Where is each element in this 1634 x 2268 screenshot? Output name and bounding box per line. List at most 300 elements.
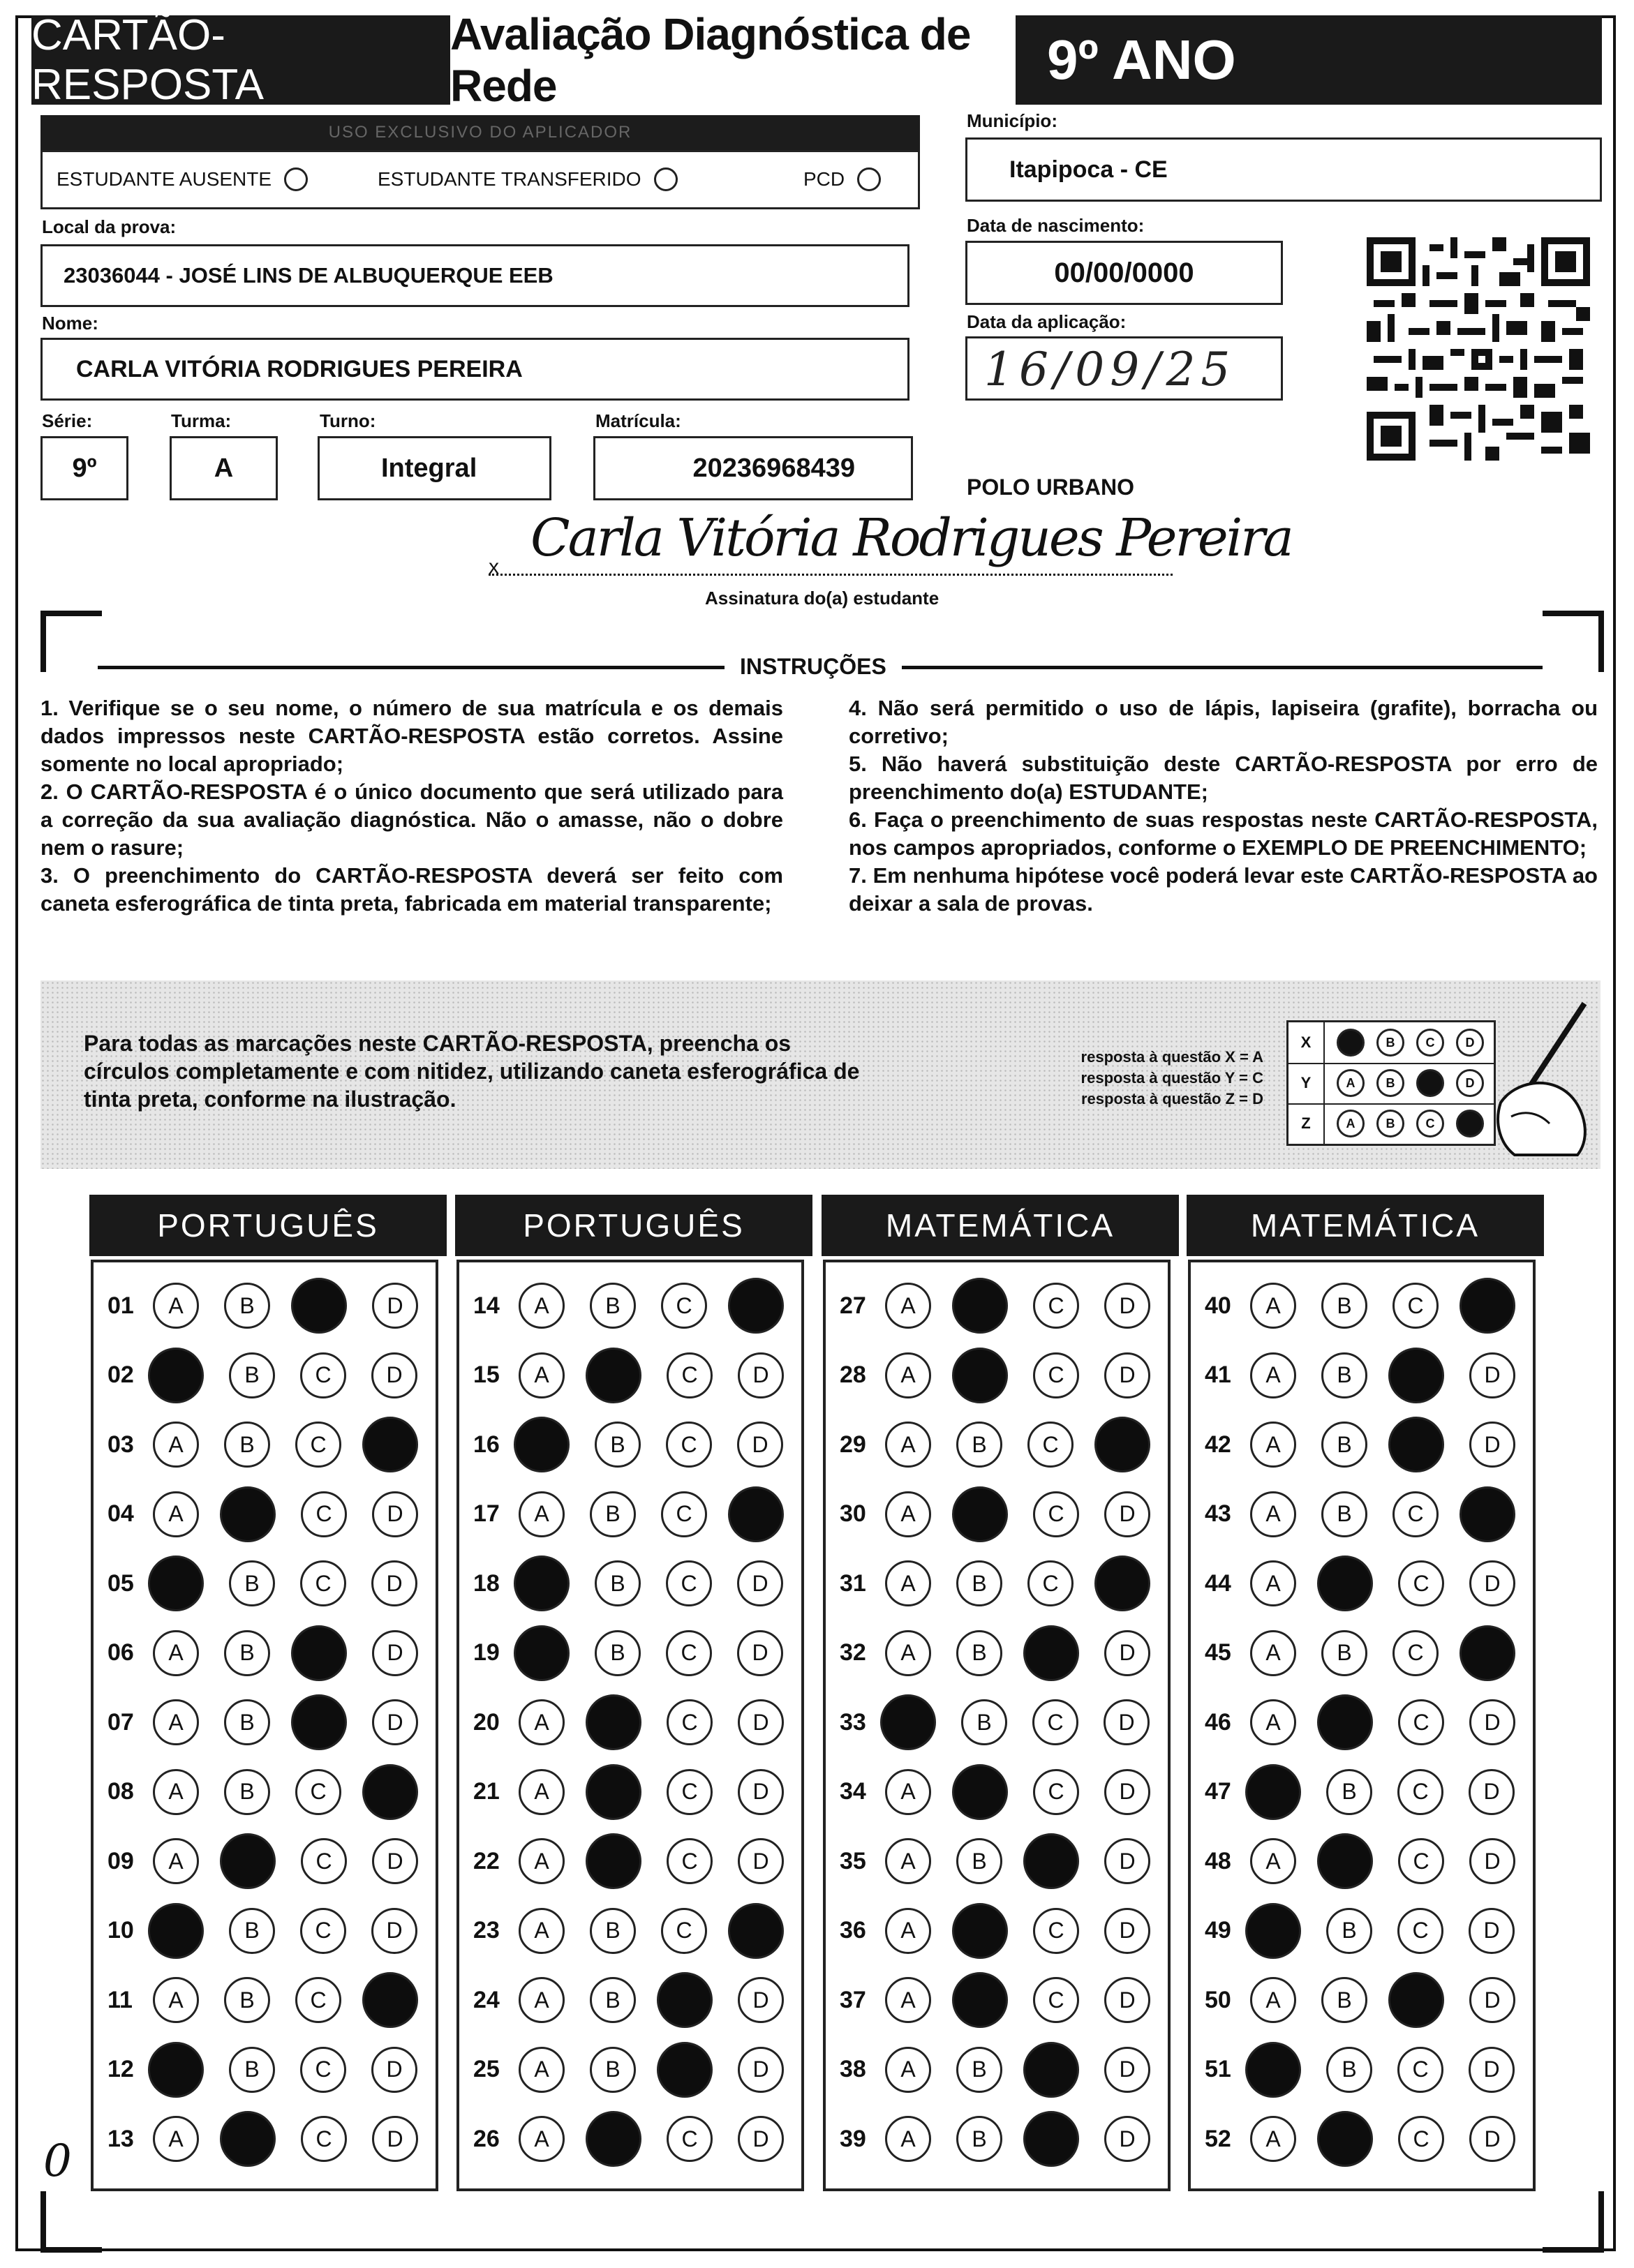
answer-bubble[interactable]: B <box>956 2116 1002 2162</box>
answer-bubble[interactable]: A <box>885 1838 931 1884</box>
answer-bubble-filled[interactable] <box>362 1972 418 2028</box>
answer-bubble[interactable]: A <box>153 2116 199 2162</box>
question-number: 51 <box>1205 2056 1231 2082</box>
option-absent[interactable] <box>57 167 308 191</box>
question-number: 17 <box>473 1500 500 1527</box>
answer-bubble[interactable]: A <box>885 1491 931 1537</box>
answer-row <box>840 1278 1150 1334</box>
answer-bubble[interactable]: D <box>1104 2047 1150 2093</box>
answer-row <box>107 1972 418 2028</box>
municipio-value: Itapipoca - CE <box>1009 156 1168 183</box>
answer-bubble[interactable]: C <box>295 1422 341 1468</box>
answer-bubble-filled[interactable] <box>1317 2111 1373 2167</box>
answer-bubble[interactable]: C <box>1392 1491 1439 1537</box>
answer-bubble[interactable]: D <box>737 1560 783 1606</box>
local-value: 23036044 - JOSÉ LINS DE ALBUQUERQUE EEB <box>64 263 554 288</box>
answer-bubble[interactable]: C <box>661 1283 707 1329</box>
answer-row <box>840 1348 1150 1403</box>
question-number: 05 <box>107 1569 134 1597</box>
qr-code <box>1367 237 1590 461</box>
answer-bubble[interactable]: A <box>1250 1838 1296 1884</box>
answer-bubble[interactable]: C <box>1033 1491 1079 1537</box>
answer-bubble[interactable]: C <box>295 1977 341 2023</box>
answer-bubble[interactable]: D <box>1469 2116 1515 2162</box>
answer-bubble[interactable]: B <box>956 1838 1002 1884</box>
answer-bubble[interactable]: D <box>738 1977 784 2023</box>
answer-bubble-filled[interactable] <box>1388 1348 1444 1403</box>
legend-z: resposta à questão Z = D <box>1080 1090 1263 1107</box>
answer-bubble[interactable]: C <box>667 1699 713 1745</box>
answer-bubble[interactable]: D <box>1469 1838 1515 1884</box>
question-number: 07 <box>107 1708 134 1736</box>
answer-bubble[interactable]: C <box>661 1908 707 1954</box>
answer-bubble[interactable]: C <box>1032 1699 1078 1745</box>
answer-bubble[interactable]: D <box>1469 1908 1515 1954</box>
answer-bubble[interactable]: D <box>372 1283 418 1329</box>
answer-bubble[interactable]: C <box>1392 1283 1439 1329</box>
answer-bubble[interactable]: C <box>1397 1908 1443 1954</box>
answer-bubble[interactable]: A <box>1250 1699 1296 1745</box>
answer-bubble[interactable]: A <box>153 1422 199 1468</box>
answer-bubble[interactable]: C <box>1398 2116 1444 2162</box>
answer-bubble[interactable]: B <box>1326 2047 1372 2093</box>
answer-bubble[interactable]: C <box>1027 1422 1074 1468</box>
answer-bubble[interactable]: B <box>1321 1630 1367 1676</box>
answer-bubble[interactable]: C <box>666 1422 712 1468</box>
answer-row <box>840 1903 1150 1959</box>
turno-field[interactable] <box>318 436 551 500</box>
answer-bubble[interactable]: C <box>300 1908 346 1954</box>
answer-bubble-filled[interactable] <box>657 2042 713 2098</box>
signature-line <box>489 574 1173 576</box>
answer-bubble-filled[interactable] <box>148 1555 204 1611</box>
question-number: 09 <box>107 1847 134 1874</box>
question-number: 48 <box>1205 1847 1231 1874</box>
answer-row <box>1205 1833 1515 1889</box>
answer-bubble[interactable]: D <box>372 1491 418 1537</box>
nascimento-field[interactable] <box>965 241 1283 305</box>
answer-bubble[interactable]: D <box>738 1769 784 1815</box>
answer-bubble-filled[interactable] <box>728 1903 784 1959</box>
answer-bubble-filled[interactable] <box>148 2042 204 2098</box>
answer-bubble[interactable]: C <box>1033 1769 1079 1815</box>
answer-row <box>1205 1278 1515 1334</box>
answer-bubble-filled[interactable] <box>952 1486 1008 1542</box>
answer-bubble[interactable]: C <box>661 1491 707 1537</box>
corner-mark-bottom-left <box>40 2191 102 2253</box>
answer-bubble-filled[interactable] <box>362 1764 418 1820</box>
nome-field[interactable] <box>40 338 909 401</box>
nascimento-label: Data de nascimento: <box>967 215 1145 236</box>
answer-bubble[interactable]: A <box>519 1352 565 1398</box>
question-number: 10 <box>107 1917 134 1944</box>
answer-bubble-filled[interactable] <box>291 1625 347 1681</box>
answer-bubble[interactable]: A <box>1250 2116 1296 2162</box>
example-row-label: Z <box>1288 1103 1325 1144</box>
answer-bubble[interactable]: D <box>1104 1491 1150 1537</box>
answer-bubble[interactable]: D <box>1104 1769 1150 1815</box>
answer-bubble[interactable]: B <box>595 1560 641 1606</box>
header-assessment: Avaliação Diagnóstica de Rede <box>450 15 1016 105</box>
aplicacao-label: Data da aplicação: <box>967 311 1127 332</box>
answer-bubble[interactable]: D <box>371 1560 417 1606</box>
answer-row <box>840 2111 1150 2167</box>
serie-field[interactable] <box>40 436 128 500</box>
answer-bubble[interactable]: C <box>301 1491 347 1537</box>
answer-row <box>840 1417 1150 1472</box>
answer-bubble[interactable]: A <box>885 2116 931 2162</box>
nome-label: Nome: <box>42 313 98 334</box>
answer-bubble-filled[interactable] <box>514 1417 570 1472</box>
example-row <box>1288 1022 1494 1064</box>
answer-row <box>107 1833 418 1889</box>
answer-bubble-filled[interactable] <box>514 1555 570 1611</box>
answer-bubble-filled[interactable] <box>220 2111 276 2167</box>
answer-bubble[interactable]: C <box>667 1769 713 1815</box>
answer-bubble-filled[interactable] <box>586 1764 641 1820</box>
serie-value: 9º <box>72 453 97 483</box>
answer-bubble[interactable]: A <box>153 1283 199 1329</box>
question-number: 47 <box>1205 1778 1231 1805</box>
answer-bubble[interactable]: A <box>1250 1283 1296 1329</box>
answer-bubble-filled[interactable] <box>1023 1625 1079 1681</box>
answer-bubble-filled[interactable] <box>728 1486 784 1542</box>
answer-bubble[interactable]: C <box>667 1352 713 1398</box>
answer-row <box>473 2111 784 2167</box>
answer-bubble[interactable]: A <box>1250 1352 1296 1398</box>
answer-row <box>107 1278 418 1334</box>
answer-bubble[interactable]: A <box>519 1283 565 1329</box>
answer-bubble[interactable]: C <box>300 1352 346 1398</box>
example-bubble: C <box>1416 1110 1444 1137</box>
answer-bubble[interactable]: B <box>590 1908 636 1954</box>
answer-bubble[interactable]: A <box>153 1699 199 1745</box>
answer-bubble[interactable]: C <box>1398 1560 1444 1606</box>
answer-bubble[interactable]: C <box>667 2116 713 2162</box>
applicator-bar: USO EXCLUSIVO DO APLICADOR <box>40 115 920 150</box>
answer-bubble-filled[interactable] <box>952 1903 1008 1959</box>
answer-bubble[interactable]: D <box>1104 1838 1150 1884</box>
answer-bubble[interactable]: B <box>224 1283 270 1329</box>
answer-bubble-filled[interactable] <box>1094 1555 1150 1611</box>
answer-bubble[interactable]: B <box>1326 1908 1372 1954</box>
question-number: 14 <box>473 1292 500 1319</box>
answer-bubble[interactable]: A <box>1250 1630 1296 1676</box>
answer-bubble-filled[interactable] <box>1023 1833 1079 1889</box>
question-number: 06 <box>107 1639 134 1666</box>
example-row-label: Y <box>1288 1063 1325 1103</box>
answer-bubble[interactable]: B <box>595 1422 641 1468</box>
answer-bubble[interactable]: D <box>1469 1699 1515 1745</box>
signature-caption: Assinatura do(a) estudante <box>705 588 939 609</box>
answer-row <box>473 2042 784 2098</box>
answer-bubble[interactable]: D <box>372 2116 418 2162</box>
answer-bubble-filled[interactable] <box>1388 1972 1444 2028</box>
answer-row <box>107 1417 418 1472</box>
answer-bubble[interactable]: D <box>738 1699 784 1745</box>
answer-row <box>840 1764 1150 1820</box>
answer-column <box>1188 1260 1536 2191</box>
answer-bubble[interactable]: C <box>1033 1908 1079 1954</box>
answer-bubble[interactable]: A <box>153 1838 199 1884</box>
transferred-label: ESTUDANTE TRANSFERIDO <box>378 168 641 190</box>
answer-bubble-filled[interactable] <box>1023 2042 1079 2098</box>
option-transferred[interactable] <box>378 167 678 191</box>
answer-bubble[interactable]: D <box>1104 2116 1150 2162</box>
answer-bubble[interactable]: C <box>666 1560 712 1606</box>
answer-bubble[interactable]: B <box>590 1491 636 1537</box>
question-number: 24 <box>473 1986 500 2013</box>
answer-bubble[interactable]: A <box>519 2116 565 2162</box>
example-bubble-filled <box>1416 1069 1444 1097</box>
answer-bubble-filled[interactable] <box>1023 2111 1079 2167</box>
example-row <box>1288 1103 1494 1144</box>
answer-bubble[interactable]: A <box>885 1422 931 1468</box>
answer-bubble-filled[interactable] <box>1388 1417 1444 1472</box>
answer-bubble[interactable]: C <box>300 2047 346 2093</box>
answer-bubble-filled[interactable] <box>586 1348 641 1403</box>
absent-radio[interactable] <box>284 167 308 191</box>
answer-bubble[interactable]: A <box>1250 1560 1296 1606</box>
fill-example-legend <box>963 1047 1263 1110</box>
answer-bubble-filled[interactable] <box>291 1278 347 1334</box>
answer-bubble[interactable]: A <box>519 1838 565 1884</box>
answer-bubble[interactable]: B <box>590 1977 636 2023</box>
answer-bubble-filled[interactable] <box>1460 1625 1515 1681</box>
answer-bubble[interactable]: D <box>1469 1352 1515 1398</box>
answer-bubble[interactable]: B <box>1321 1283 1367 1329</box>
answer-bubble-filled[interactable] <box>220 1486 276 1542</box>
question-number: 28 <box>840 1361 866 1388</box>
answer-row <box>107 1625 418 1681</box>
answer-row <box>840 1833 1150 1889</box>
answer-bubble-filled[interactable] <box>1245 2042 1301 2098</box>
answer-bubble[interactable]: A <box>153 1630 199 1676</box>
answer-bubble-filled[interactable] <box>657 1972 713 2028</box>
answer-bubble[interactable]: A <box>519 1699 565 1745</box>
answer-bubble[interactable]: A <box>885 1908 931 1954</box>
answer-bubble[interactable]: A <box>885 1977 931 2023</box>
answer-bubble-filled[interactable] <box>291 1694 347 1750</box>
answer-bubble-filled[interactable] <box>1317 1833 1373 1889</box>
answer-bubble[interactable]: D <box>737 1630 783 1676</box>
answer-bubble[interactable]: B <box>595 1630 641 1676</box>
answer-bubble[interactable]: A <box>1250 1422 1296 1468</box>
answer-bubble[interactable]: B <box>229 1352 275 1398</box>
answer-bubble[interactable]: D <box>1104 1908 1150 1954</box>
question-number: 46 <box>1205 1708 1231 1736</box>
answer-bubble[interactable]: D <box>1469 1422 1515 1468</box>
answer-row <box>473 1278 784 1334</box>
answer-bubble-filled[interactable] <box>586 1833 641 1889</box>
answer-bubble-filled[interactable] <box>1460 1486 1515 1542</box>
answer-bubble[interactable]: A <box>1250 1977 1296 2023</box>
question-number: 22 <box>473 1847 500 1874</box>
column-title: MATEMÁTICA <box>1187 1195 1544 1256</box>
hand-pen-icon <box>1473 998 1598 1158</box>
question-number: 52 <box>1205 2125 1231 2152</box>
answer-bubble[interactable]: A <box>885 1630 931 1676</box>
answer-bubble[interactable]: D <box>1469 2047 1515 2093</box>
answer-bubble-filled[interactable] <box>952 1972 1008 2028</box>
answer-bubble[interactable]: A <box>153 1491 199 1537</box>
answer-bubble-filled[interactable] <box>148 1903 204 1959</box>
answer-bubble-filled[interactable] <box>952 1278 1008 1334</box>
answer-bubble-filled[interactable] <box>586 1694 641 1750</box>
answer-bubble[interactable]: C <box>1397 2047 1443 2093</box>
local-field[interactable] <box>40 244 909 307</box>
answer-bubble[interactable]: B <box>1321 1352 1367 1398</box>
answer-bubble[interactable]: C <box>1033 1283 1079 1329</box>
answer-bubble-filled[interactable] <box>728 1278 784 1334</box>
question-number: 11 <box>107 1986 133 2013</box>
answer-bubble[interactable]: B <box>1321 1977 1367 2023</box>
signature: Carla Vitória Rodrigues Pereira <box>530 508 1292 568</box>
nascimento-value: 00/00/0000 <box>1054 257 1194 288</box>
answer-bubble[interactable]: A <box>519 1491 565 1537</box>
answer-bubble-filled[interactable] <box>514 1625 570 1681</box>
answer-bubble[interactable]: B <box>224 1699 270 1745</box>
question-number: 12 <box>107 2056 134 2082</box>
answer-bubble[interactable]: D <box>1104 1699 1150 1745</box>
municipio-field[interactable] <box>965 137 1602 202</box>
answer-bubble[interactable]: A <box>885 2047 931 2093</box>
answer-bubble[interactable]: B <box>956 1422 1002 1468</box>
answer-bubble[interactable]: C <box>1398 1838 1444 1884</box>
answer-bubble[interactable]: D <box>1104 1352 1150 1398</box>
answer-bubble-filled[interactable] <box>1460 1278 1515 1334</box>
answer-bubble-filled[interactable] <box>952 1764 1008 1820</box>
answer-bubble[interactable]: B <box>1321 1422 1367 1468</box>
answer-row <box>107 1486 418 1542</box>
answer-bubble-filled[interactable] <box>880 1694 936 1750</box>
answer-bubble[interactable]: B <box>229 1908 275 1954</box>
answer-bubble[interactable]: A <box>885 1283 931 1329</box>
answer-bubble[interactable]: D <box>371 1352 417 1398</box>
answer-bubble[interactable]: D <box>1469 1769 1515 1815</box>
turma-value: A <box>214 453 234 483</box>
answer-bubble-filled[interactable] <box>1245 1764 1301 1820</box>
aplicacao-field[interactable] <box>965 336 1283 401</box>
question-number: 03 <box>107 1431 134 1458</box>
header-grade: 9º ANO <box>1047 29 1236 91</box>
answer-bubble-filled[interactable] <box>586 2111 641 2167</box>
answer-bubble[interactable]: D <box>371 2047 417 2093</box>
answer-bubble[interactable]: B <box>590 2047 636 2093</box>
matricula-value: 20236968439 <box>692 453 855 483</box>
fill-example-grid <box>1286 1020 1496 1146</box>
answer-bubble[interactable]: D <box>1104 1977 1150 2023</box>
answer-bubble[interactable]: B <box>956 1630 1002 1676</box>
answer-bubble[interactable]: D <box>738 2047 784 2093</box>
answer-row <box>473 1625 783 1681</box>
answer-bubble[interactable]: C <box>301 2116 347 2162</box>
answer-bubble[interactable]: A <box>519 1908 565 1954</box>
answer-bubble-filled[interactable] <box>362 1417 418 1472</box>
answer-bubble[interactable]: D <box>737 1422 783 1468</box>
answer-bubble[interactable]: D <box>1104 1283 1150 1329</box>
answer-bubble[interactable]: D <box>1104 1630 1150 1676</box>
answer-bubble[interactable]: B <box>956 1560 1002 1606</box>
question-number: 25 <box>473 2056 500 2082</box>
answer-bubble[interactable]: B <box>1326 1769 1372 1815</box>
polo-label: POLO URBANO <box>967 475 1134 500</box>
answer-bubble[interactable]: C <box>1027 1560 1074 1606</box>
answer-bubble-filled[interactable] <box>1317 1555 1373 1611</box>
matricula-field[interactable] <box>593 436 913 500</box>
answer-bubble[interactable]: B <box>224 1769 270 1815</box>
answer-bubble[interactable]: A <box>519 1769 565 1815</box>
answer-bubble-filled[interactable] <box>1094 1417 1150 1472</box>
turma-field[interactable] <box>170 436 278 500</box>
answer-bubble[interactable]: C <box>1398 1699 1444 1745</box>
answer-bubble[interactable]: A <box>153 1977 199 2023</box>
answer-row <box>1205 1348 1515 1403</box>
answer-bubble[interactable]: C <box>1392 1630 1439 1676</box>
answer-bubble[interactable]: C <box>1033 1977 1079 2023</box>
answer-bubble[interactable]: C <box>1033 1352 1079 1398</box>
question-number: 19 <box>473 1639 500 1666</box>
answer-bubble[interactable]: D <box>372 1699 418 1745</box>
transferred-radio[interactable] <box>654 167 678 191</box>
answer-bubble[interactable]: B <box>956 2047 1002 2093</box>
answer-bubble[interactable]: A <box>519 2047 565 2093</box>
answer-bubble[interactable]: A <box>1250 1491 1296 1537</box>
question-number: 36 <box>840 1917 866 1944</box>
answer-bubble[interactable]: A <box>885 1769 931 1815</box>
answer-bubble[interactable]: B <box>224 1422 270 1468</box>
answer-bubble[interactable]: A <box>153 1769 199 1815</box>
answer-bubble[interactable]: B <box>224 1630 270 1676</box>
pcd-radio[interactable] <box>857 167 881 191</box>
option-pcd[interactable] <box>803 167 881 191</box>
answer-bubble[interactable]: D <box>372 1630 418 1676</box>
instruction-1: 1. Verifique se o seu nome, o número de sua matrícula e os demais dados impressos neste CARTÃO-RESPOSTA estão corretos. Assine somente no local apropriado; <box>40 696 783 776</box>
answer-bubble[interactable]: C <box>300 1560 346 1606</box>
answer-bubble-filled[interactable] <box>220 1833 276 1889</box>
answer-bubble[interactable]: A <box>519 1977 565 2023</box>
answer-bubble[interactable]: C <box>666 1630 712 1676</box>
answer-bubble[interactable]: D <box>371 1908 417 1954</box>
answer-bubble[interactable]: D <box>1469 1977 1515 2023</box>
answer-bubble[interactable]: A <box>885 1560 931 1606</box>
answer-bubble[interactable]: B <box>961 1699 1007 1745</box>
answer-bubble-filled[interactable] <box>1245 1903 1301 1959</box>
answer-bubble[interactable]: C <box>301 1838 347 1884</box>
answer-bubble[interactable]: B <box>229 1560 275 1606</box>
answer-bubble[interactable]: B <box>229 2047 275 2093</box>
answer-bubble[interactable]: D <box>738 2116 784 2162</box>
answer-bubble[interactable]: D <box>738 1838 784 1884</box>
question-number: 37 <box>840 1986 866 2013</box>
answer-bubble-filled[interactable] <box>952 1348 1008 1403</box>
answer-bubble-filled[interactable] <box>1317 1694 1373 1750</box>
answer-bubble[interactable]: B <box>590 1283 636 1329</box>
answer-bubble[interactable]: D <box>738 1352 784 1398</box>
answer-bubble[interactable]: B <box>224 1977 270 2023</box>
answer-bubble[interactable]: D <box>1469 1560 1515 1606</box>
answer-bubble[interactable]: B <box>1321 1491 1367 1537</box>
answer-bubble[interactable]: C <box>1397 1769 1443 1815</box>
applicator-box <box>40 150 920 209</box>
answer-row <box>107 2111 418 2167</box>
answer-bubble[interactable]: C <box>667 1838 713 1884</box>
pcd-label: PCD <box>803 168 845 190</box>
answer-bubble[interactable]: D <box>372 1838 418 1884</box>
answer-bubble[interactable]: A <box>885 1352 931 1398</box>
answer-bubble[interactable]: C <box>295 1769 341 1815</box>
answer-bubble-filled[interactable] <box>148 1348 204 1403</box>
